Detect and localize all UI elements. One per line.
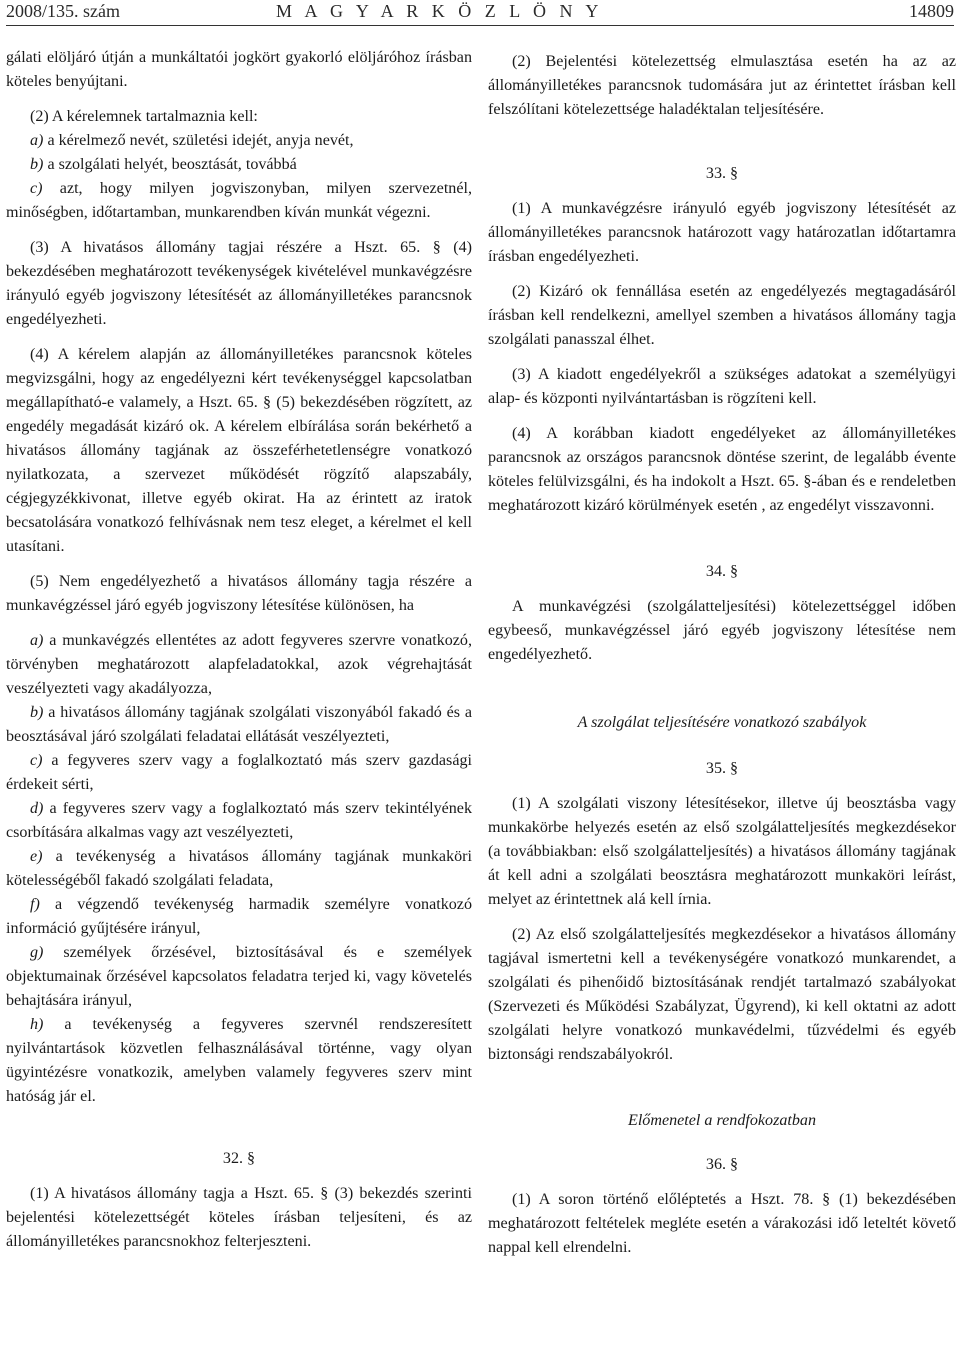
list-item-5h xyxy=(6,1013,472,1109)
item-text: a fegyveres szerv vagy a foglalkoztató más szerv gazdasági érdekeit sérti, xyxy=(6,752,472,793)
section-35-paragraph-1: (1) A szolgálati viszony létesítésekor, illetve új beosztásba vagy munkakörbe helyezés esetén az első szolgálatteljesítés megkezdésekor (a továbbiakban: első szolgálatteljesítés) a hivatásos állomány tagjának át kell adni a szolgálati beosztásra meghatározott munkaköri leírást, melyet az érintettnek alá kell írnia. xyxy=(488,795,956,908)
paragraph-4: (4) A kérelem alapján az állományilletékes parancsnok köteles megvizsgálni, hogy az engedélyezni kért tevékenységgel kapcsolatban megállapítható-e valamely, a Hszt. 65. § (5) bekezdésében rögzített, az engedély megadását kizáró ok. A kérelem elbírálása során bekérhető a hivatásos állomány tagjának az összeférhetetlenségre vonatkozó nyilatkozata, a szervezet működését rögzítő alapszabály, cégjegyzékkivonat, illetve egyéb okirat. Ha az érintett az iratok becsatolására vonatkozó felhívásnak nem tesz eleget, a kérelmet el kell utasítani. xyxy=(6,346,472,555)
list-item-5d xyxy=(6,797,472,845)
item-letter: h) xyxy=(30,1016,44,1033)
list-item-5a xyxy=(6,629,472,701)
item-text: személyek őrzésével, biztosításával és e személyek objektumainak őrzésével kapcsolatos feladatra terjed ki, vagy követelés behajtására irányul, xyxy=(6,944,472,1009)
item-text: a fegyveres szerv vagy a foglalkoztató más szerv tekintélyének csorbítására alkalmas vagy azt veszélyezteti, xyxy=(6,800,472,841)
item-text: a tevékenység a fegyveres szervnél rendszeresített nyilvántartások közvetlen felhasználásával történne, vagy olyan ügyintézésre vonatkozik, amelyben valamely fegyveres szerv mint hatóság jár el. xyxy=(6,1016,472,1105)
item-letter: a) xyxy=(30,632,44,649)
page-number: 14809 xyxy=(909,1,954,21)
item-text: a végzendő tevékenység harmadik személyre vonatkozó információ gyűjtésére irányul, xyxy=(6,896,472,937)
list-item-2a xyxy=(6,129,472,153)
list-item-5f xyxy=(6,893,472,941)
section-heading-32: 32. § xyxy=(222,1150,256,1167)
list-item-5c xyxy=(6,749,472,797)
item-letter: g) xyxy=(30,944,44,961)
paragraph-intro: gálati elöljáró útján a munkáltatói jogkört gyakorló elöljáróhoz írásban köteles benyújtani. xyxy=(6,49,472,90)
issue-number: 2008/135. szám xyxy=(6,1,120,21)
left-column xyxy=(6,46,472,1254)
section-36-paragraph-1: (1) A soron történő előléptetés a Hszt. 78. § (1) bekezdésében meghatározott feltételek megléte esetén a várakozási idő leteltét követő nappal kell elrendelni. xyxy=(488,1191,956,1256)
subsection-title-service: A szolgálat teljesítésére vonatkozó szabályok xyxy=(577,714,867,731)
item-text: a tevékenység a hivatásos állomány tagjának munkaköri kötelességéből fakadó szolgálati feladata, xyxy=(6,848,472,889)
right-column xyxy=(488,50,956,1260)
subsection-title-promotion: Előmenetel a rendfokozatban xyxy=(627,1112,817,1129)
item-text: azt, hogy milyen jogviszonyban, milyen szervezetnél, minőségben, időtartamban, munkarendben kíván munkát végezni. xyxy=(6,180,472,221)
item-letter: c) xyxy=(30,752,43,769)
list-item-2c xyxy=(6,177,472,225)
section-heading-36: 36. § xyxy=(705,1156,739,1173)
item-letter: a) xyxy=(30,132,44,149)
section-heading-34: 34. § xyxy=(705,563,739,580)
page-header xyxy=(6,0,954,26)
item-letter: b) xyxy=(30,704,44,721)
section-34-paragraph: A munkavégzési (szolgálatteljesítési) kötelezettséggel időben egybeeső, munkavégzéssel járó egyéb jogviszony létesítése nem engedélyezhető. xyxy=(488,598,956,663)
paragraph-5-lead: (5) Nem engedélyezhető a hivatásos állomány tagja részére a munkavégzéssel járó egyéb jogviszony létesítése különösen, ha xyxy=(6,573,472,614)
item-letter: d) xyxy=(30,800,44,817)
section-heading-35: 35. § xyxy=(705,760,739,777)
publication-title: M A G Y A R K Ö Z L Ö N Y xyxy=(276,1,603,21)
section-heading-33: 33. § xyxy=(705,165,739,182)
paragraph-3: (3) A hivatásos állomány tagjai részére a Hszt. 65. § (4) bekezdésében meghatározott tevékenységek kivételével munkavégzésre irányuló egyéb jogviszony létesítését az állományilletékes parancsnok engedélyezheti. xyxy=(6,239,472,328)
item-text: a munkavégzés ellentétes az adott fegyveres szervre vonatkozó, törvényben meghatározott alapfeladatokkal, azok végrehajtását veszélyezteti vagy akadályozza, xyxy=(6,632,473,697)
section-33-paragraph-4: (4) A korábban kiadott engedélyeket az állományilletékes parancsnok az országos parancsnok döntése szerint, de legalább évente köteles felülvizsgálni, és ha indokolt a Hszt. 65. §-ában és e rendeletben meghatározott kizáró körülmények esetén , az engedélyt visszavonni. xyxy=(488,425,956,514)
section-33-paragraph-2: (2) Kizáró ok fennállása esetén az engedélyezés megtagadásáról írásban kell rendelkezni, amellyel szemben a hivatásos állomány tagja szolgálati panasszal élhet. xyxy=(488,283,956,348)
header-rule xyxy=(6,25,954,26)
list-item-2b xyxy=(6,153,472,177)
item-text: a hivatásos állomány tagjának szolgálati viszonyából fakadó és a beosztásával járó szolgálati feladatai ellátását veszélyezteti, xyxy=(6,704,472,745)
item-letter: e) xyxy=(30,848,43,865)
paragraph-2-lead: (2) A kérelemnek tartalmaznia kell: xyxy=(30,108,258,125)
list-item-5e xyxy=(6,845,472,893)
item-letter: b) xyxy=(30,156,44,173)
section-32-paragraph-2: (2) Bejelentési kötelezettség elmulasztása esetén ha az az állományilletékes parancsnok tudomására jut az érintettet írásban kell felszólítani kötelezettsége haladéktalan teljesítésére. xyxy=(488,53,956,118)
section-33-paragraph-1: (1) A munkavégzésre irányuló egyéb jogviszony létesítését az állományilletékes parancsnok határozott vagy határozatlan időtartamra írásban engedélyezheti. xyxy=(488,200,956,265)
section-33-paragraph-3: (3) A kiadott engedélyekről a szükséges adatokat a személyügyi alap- és központi nyilvántartásban is rögzíteni kell. xyxy=(488,366,956,407)
item-letter: f) xyxy=(30,896,40,913)
list-item-5g xyxy=(6,941,472,1013)
list-item-5b xyxy=(6,701,472,749)
section-32-paragraph-1: (1) A hivatásos állomány tagja a Hszt. 65. § (3) bekezdés szerinti bejelentési kötelezettségét köteles írásban teljesíteni, és az állományilletékes parancsnokhoz felterjeszteni. xyxy=(6,1185,472,1250)
item-letter: c) xyxy=(30,180,43,197)
section-35-paragraph-2: (2) Az első szolgálatteljesítés megkezdésekor a hivatásos állomány tagjával ismertetni kell a tevékenységére vonatkozó munkarendet, a szolgálati és pihenőidő biztosításának rendjét tartalmazó szabályokat (Szervezeti és Működési Szabályzat, Ügyrend), ki kell oktatni az adott szolgálati helyre vonatkozó munkavédelmi, tűzvédelmi és egyéb biztonsági rendszabályokról. xyxy=(488,926,956,1063)
item-text: a kérelmező nevét, születési idejét, anyja nevét, xyxy=(47,132,354,149)
item-text: a szolgálati helyét, beosztását, továbbá xyxy=(47,156,297,173)
